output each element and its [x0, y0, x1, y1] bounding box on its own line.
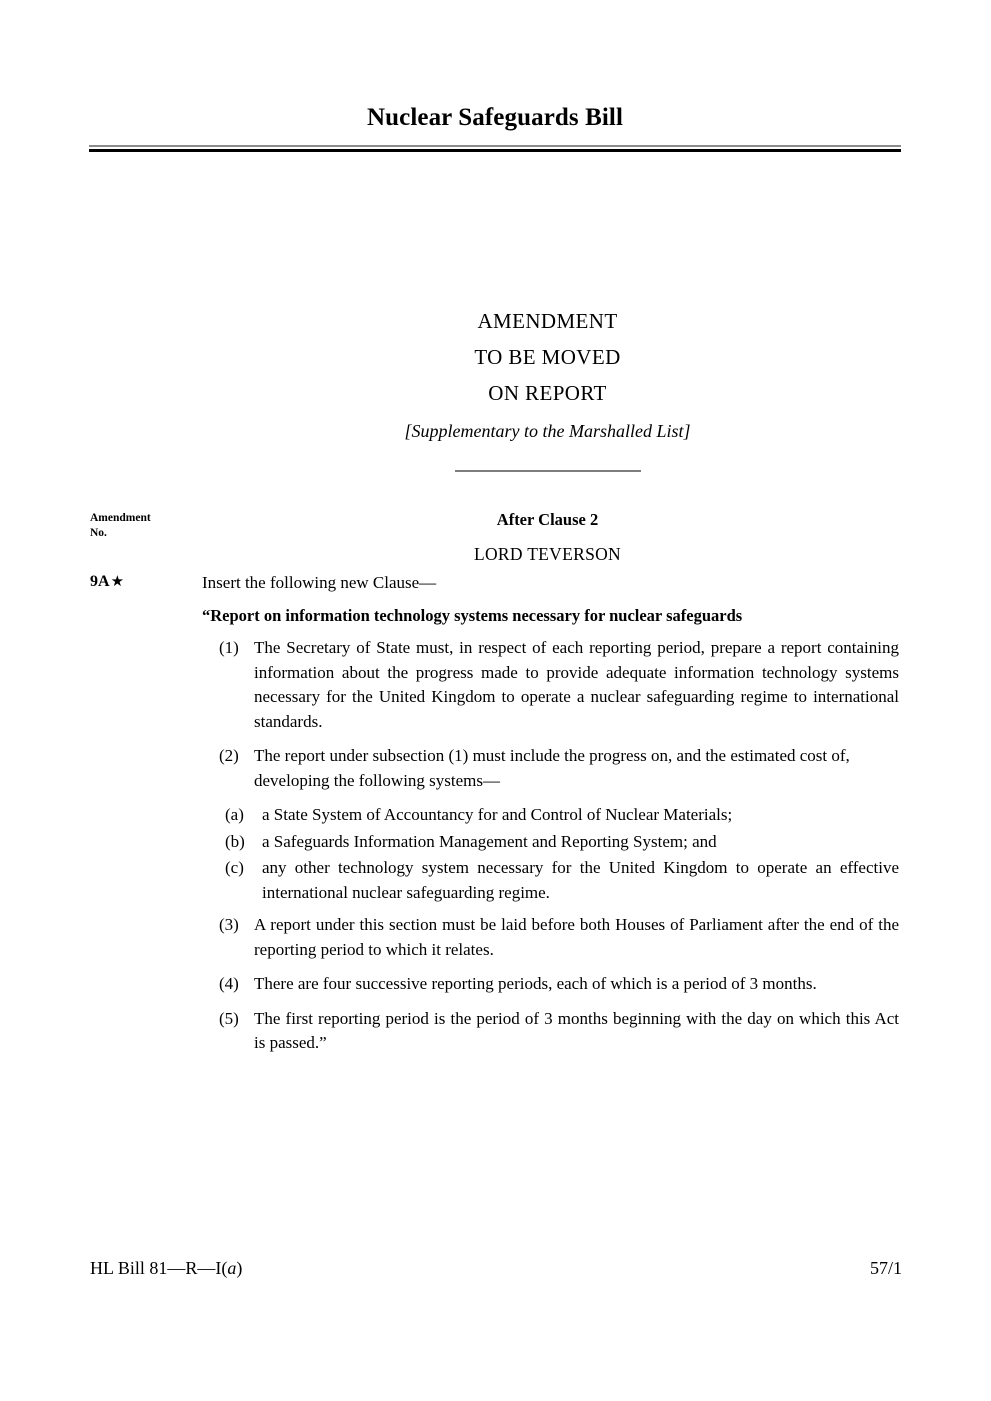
supplementary-note: [Supplementary to the Marshalled List] [404, 421, 691, 441]
section-divider [455, 470, 641, 472]
amendment-no-column-label [90, 511, 200, 541]
subsection-text: The Secretary of State must, in respect of each reporting period, prepare a report containing information about the progress made to provide adequate information technology systems necessary for the United Kingdom to operate a nuclear safeguarding regime to international standards. [254, 638, 899, 731]
bill-reference-suffix: ) [236, 1258, 243, 1278]
document-footer [90, 1258, 902, 1279]
subsection-text: The report under subsection (1) must include the progress on, and the estimated cost of, developing the following systems— [254, 746, 850, 790]
subsection-3 [202, 913, 899, 962]
paragraph-marker: (c) [225, 858, 244, 877]
title-line-amendment: AMENDMENT [477, 309, 618, 333]
paragraph-text: a State System of Accountancy for and Control of Nuclear Materials; [262, 805, 733, 824]
amendment-body [202, 570, 899, 1056]
amendment-sponsor: LORD TEVERSON [474, 544, 621, 564]
amendment-title-block [195, 303, 900, 472]
subsection-5 [202, 1007, 899, 1056]
paragraph-list [202, 803, 899, 905]
insert-instruction: Insert the following new Clause— [202, 573, 437, 592]
document-header [89, 104, 901, 152]
amendment-number-value: 9A [90, 573, 110, 590]
subsection-marker: (3) [219, 915, 239, 934]
header-rule-thick [89, 149, 901, 152]
header-double-rule [89, 145, 901, 152]
subsection-2 [202, 744, 899, 793]
paragraph-b [202, 830, 899, 855]
paragraph-a [202, 803, 899, 828]
clause-heading: After Clause 2 [496, 510, 599, 529]
title-line-on-report: ON REPORT [488, 381, 607, 405]
amendment-no-label-line2: No. [90, 527, 107, 539]
subsection-marker: (5) [219, 1008, 239, 1028]
bill-reference-prefix: HL Bill 81—R—I( [90, 1258, 228, 1278]
subsection-4 [202, 972, 899, 997]
bill-reference [90, 1258, 242, 1279]
subsection-text: There are four successive reporting periods, each of which is a period of 3 months. [254, 974, 817, 993]
paragraph-marker: (a) [225, 805, 244, 824]
subsection-list [202, 636, 899, 1056]
new-clause-title: “Report on information technology systems necessary for nuclear safeguards [202, 606, 743, 625]
subsection-marker: (2) [219, 746, 239, 765]
page-title: Nuclear Safeguards Bill [366, 104, 623, 131]
subsection-1 [202, 636, 899, 734]
bill-reference-italic: a [227, 1258, 237, 1278]
subsection-text: The first reporting period is the period of 3 months beginning with the day on which this Act is passed.” [254, 1008, 899, 1052]
paragraph-c [202, 856, 899, 905]
title-line-to-be-moved: TO BE MOVED [474, 345, 621, 369]
page-number: 57/1 [869, 1258, 902, 1278]
subsection-text: A report under this section must be laid before both Houses of Parliament after the end of the reporting period to which it relates. [254, 915, 899, 959]
subsection-marker: (4) [219, 974, 239, 993]
paragraph-marker: (b) [225, 831, 245, 851]
amendment-no-label-line1: Amendment [90, 512, 151, 524]
amendment-number [90, 572, 124, 591]
star-icon: ★ [110, 574, 125, 590]
paragraph-text: a Safeguards Information Management and Reporting System; and [262, 831, 717, 851]
paragraph-text: any other technology system necessary for the United Kingdom to operate an effective international nuclear safeguarding regime. [262, 858, 899, 902]
subsection-marker: (1) [219, 638, 239, 657]
